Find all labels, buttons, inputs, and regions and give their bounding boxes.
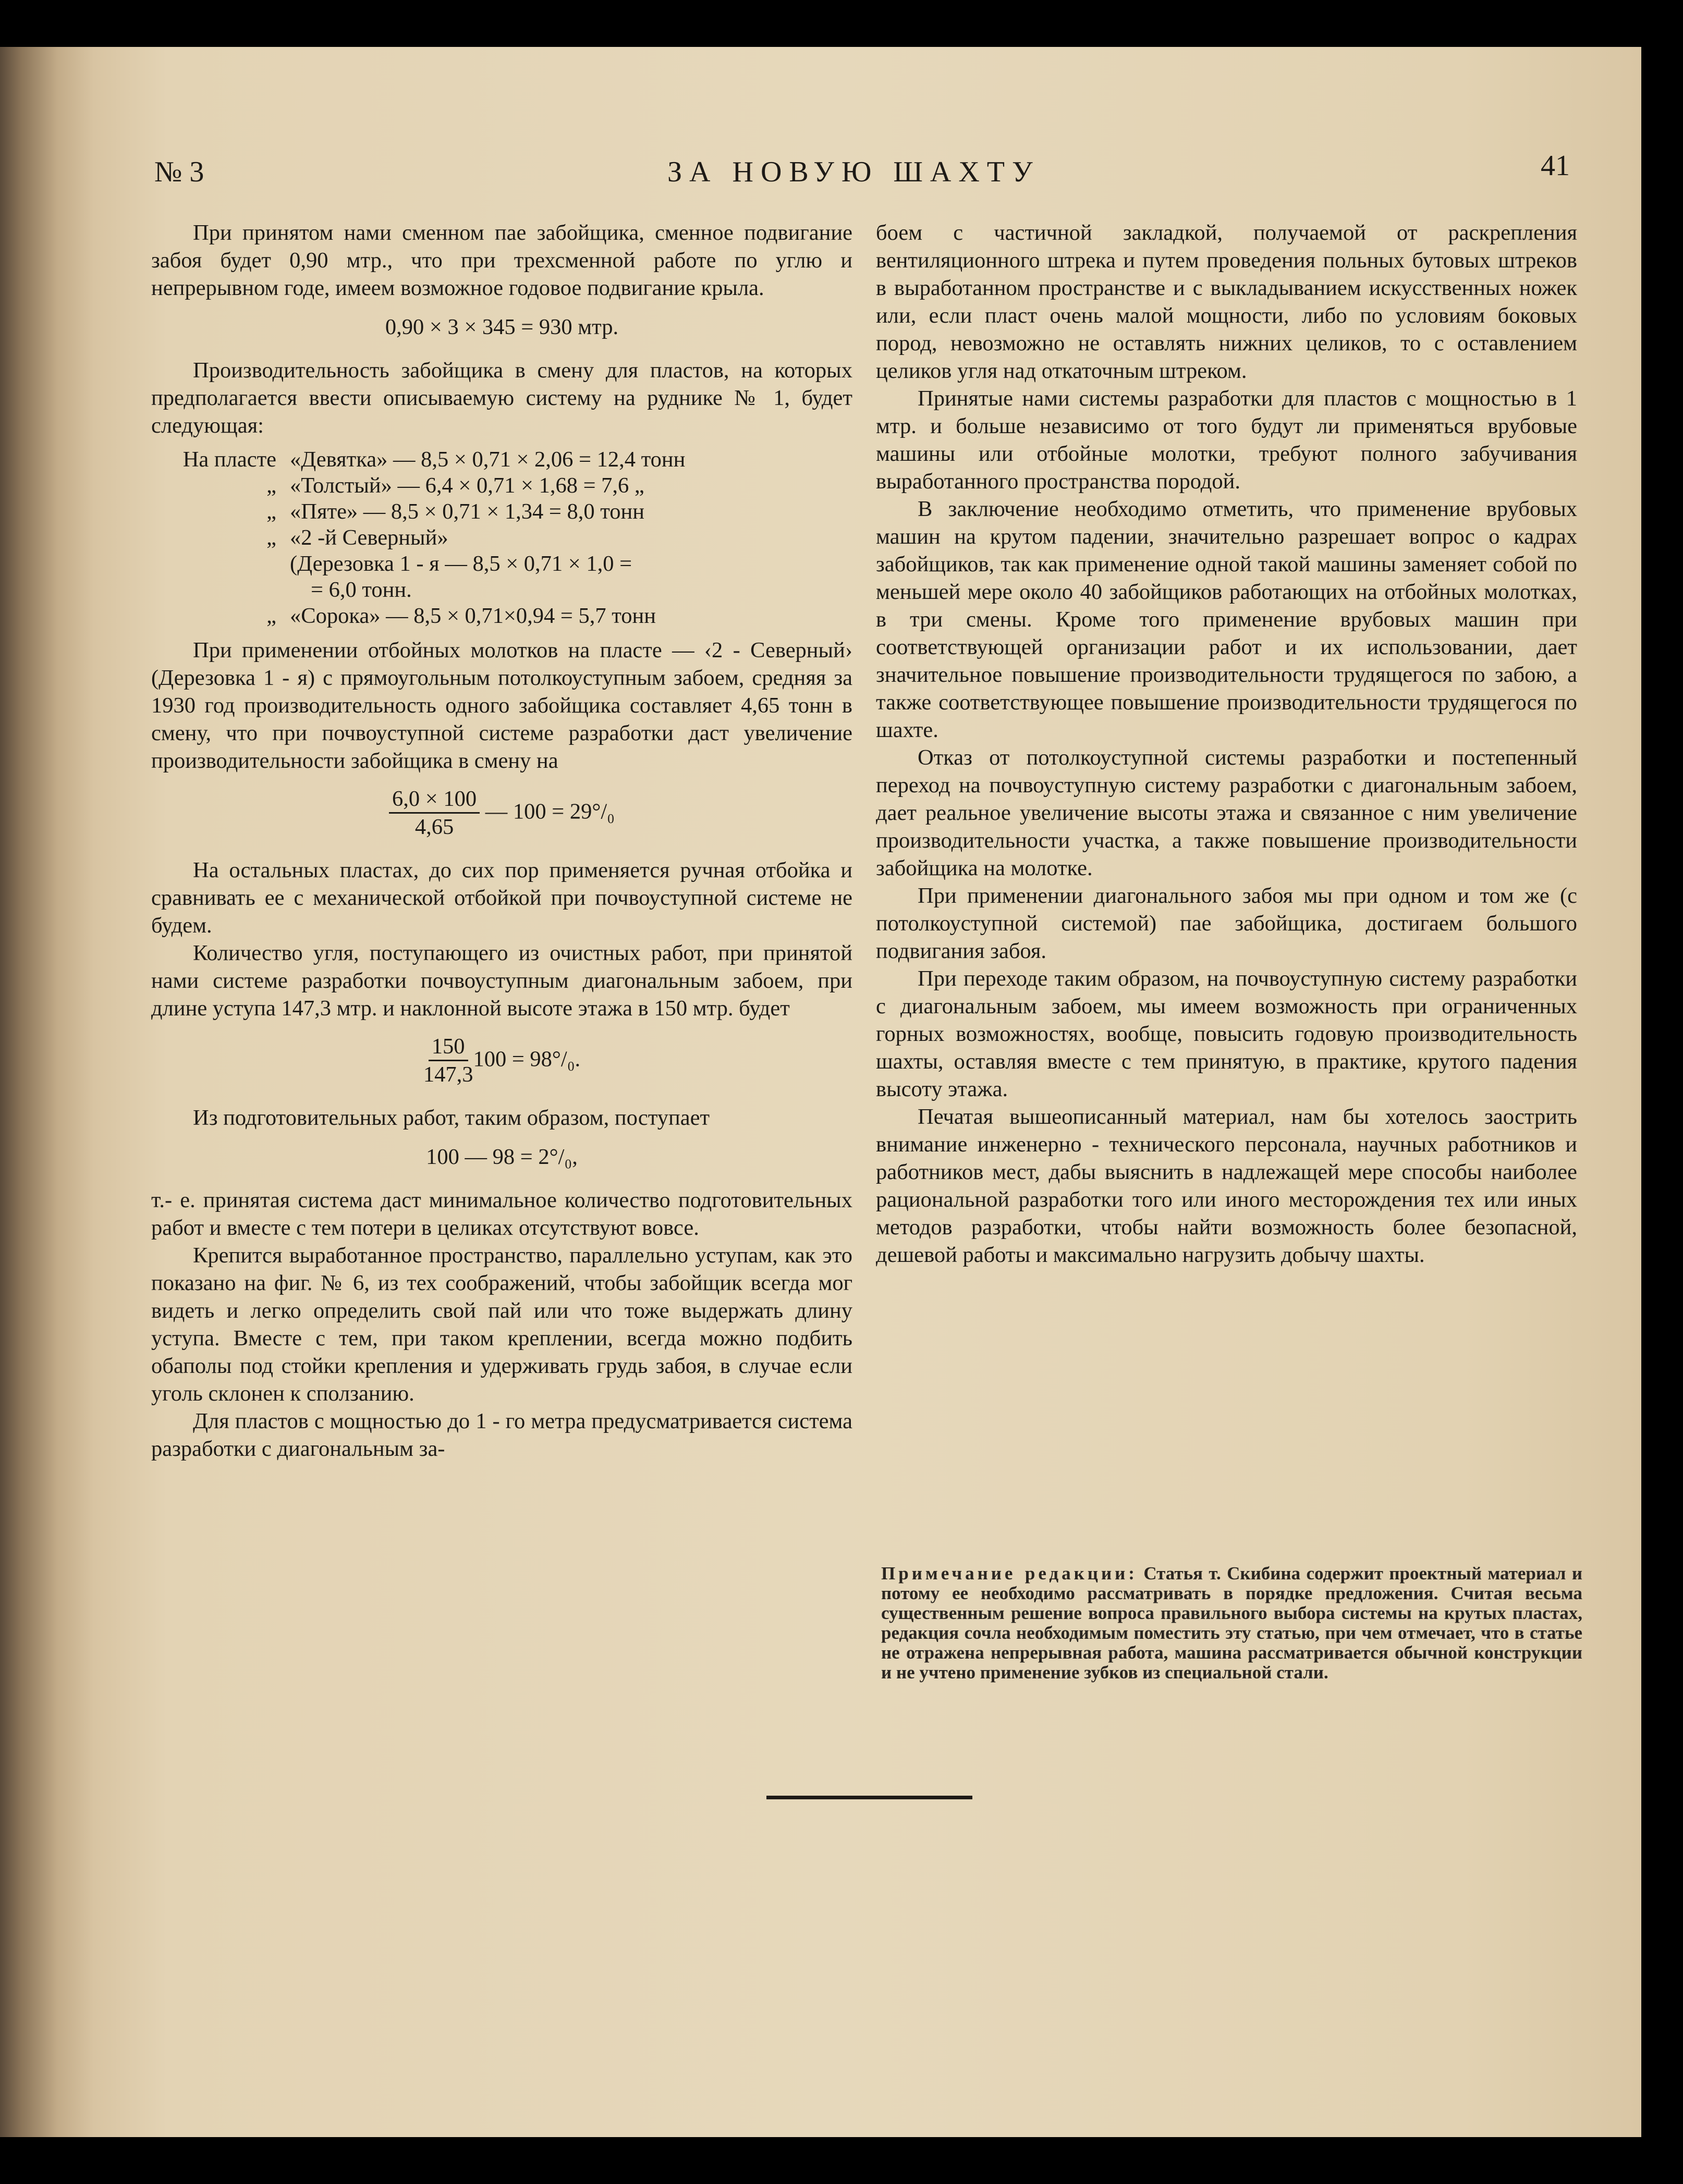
- list-text: = 6,0 тонн.: [311, 578, 412, 602]
- list-text: «Пяте» — 8,5 × 0,71 × 1,34 = 8,0 тонн: [290, 499, 644, 524]
- list-lead: [151, 551, 290, 577]
- end-rule: [766, 1796, 972, 1799]
- list-lead: „: [266, 604, 276, 628]
- editorial-note: [881, 1564, 1582, 1683]
- list-text: «Толстый» — 6,4 × 0,71 × 1,68 = 7,6 „: [290, 473, 644, 498]
- issue-number: № 3: [154, 156, 204, 188]
- list-lead: На пласте: [182, 447, 276, 472]
- paragraph: При применении диагонального забоя мы при одном и том же (с потолкоуступной системой) пае забойщика, достигаем большого подвигания забоя.: [876, 884, 1577, 963]
- paragraph: При принятом нами сменном пае забойщика, сменное подвигание забоя будет 0,90 мтр., что при трехсменной работе по углю и непрерывном годе, имеем возможное годовое подвигание крыла.: [151, 220, 852, 300]
- list-item: [151, 525, 852, 551]
- left-column: [151, 219, 852, 1463]
- list-lead: [151, 577, 290, 603]
- list-item: [151, 603, 852, 629]
- fraction-numerator: 6,0 × 100: [389, 786, 480, 814]
- list-text: «Девятка» — 8,5 × 0,71 × 2,06 = 12,4 тонн: [290, 447, 686, 472]
- list-item: [151, 577, 852, 603]
- note-text: Статья т. Скибина содержит проектный материал и потому ее необходимо рассматривать в порядке предложения. Считая весьма существенным решение вопроса правильного выбора системы на крутых пластах, редакция сочла необходимым поместить эту статью, при чем отмечает, что в статье не отражена непрерывная работа, машина рассматривается обычной конструкции и не учтено применение зубков из специальной стали.: [881, 1563, 1582, 1683]
- formula-rest: — 100 = 29°/₀: [485, 799, 615, 824]
- list-lead: „: [266, 473, 276, 498]
- paragraph: боем с частичной закладкой, получаемой от раскрепления вентиляционного штрека и путем проведения польных бутовых штреков в выработанном пространстве и с выкладыванием искусственных ножек или, если пласт очень малой мощности, либо по условиям боковых пород, невозможно не оставлять нижних целиков, то с оставлением целиков угля над откаточным штреком.: [876, 220, 1577, 383]
- formula-preparatory: 100 — 98 = 2°/₀,: [426, 1145, 578, 1169]
- fraction-denominator: 4,65: [414, 815, 454, 839]
- paragraph: Крепится выработанное пространство, параллельно уступам, как это показано на фиг. № 6, из тех соображений, чтобы забойщик всегда мог видеть и легко определить свой пай или что тоже выдержать длину уступа. Вместе с тем, при таком креплении, всегда можно подбить обаполы под стойки крепления и удерживать грудь забоя, в случае если уголь склонен к сползанию.: [151, 1243, 852, 1406]
- paragraph: При применении отбойных молотков на пласте — ‹2 - Северный› (Дерезовка 1 - я) с прямоугольным потолкоуступным забоем, средняя за 1930 год производительность одного забойщика составляет 4,65 тонн в смену, что при почвоуступной системе разработки даст увеличение производительности забойщика в смену на: [151, 638, 852, 773]
- formula-annual-advance: 0,90 × 3 × 345 = 930 мтр.: [385, 315, 619, 339]
- formula-rest: 100 = 98°/₀.: [473, 1047, 581, 1072]
- list-item: [151, 447, 852, 473]
- page-header: [0, 150, 1641, 207]
- list-text: «2 -й Северный»: [290, 525, 448, 550]
- paragraph: Отказ от потолкоуступной системы разработки и постепенный переход на почвоуступную систему разработки с диагональным забоем, дает реальное увеличение высоты этажа и связанное с ним увеличение производительности участка, а также повышение производительности забойщика на молотке.: [876, 745, 1577, 880]
- paragraph: т.- е. принятая система даст минимальное количество подготовительных работ и вместе с тем потери в целиках отсутствуют вовсе.: [151, 1188, 852, 1240]
- fraction: [389, 786, 480, 841]
- formula-productivity-increase: [151, 786, 852, 841]
- paragraph: При переходе таким образом, на почвоуступную систему разработки с диагональным забоем, мы имеем возможность при ограниченных горных возможностях, вообще, повысить годовую производительность шахты, оставляя вместе с тем принятую, в практике, крутого падения высоту этажа.: [876, 966, 1577, 1101]
- journal-page: [0, 47, 1641, 2137]
- list-lead: „: [266, 499, 276, 524]
- formula-coal-output: [151, 1034, 852, 1088]
- list-item: [151, 499, 852, 525]
- note-lead: Примечание редакции:: [881, 1563, 1138, 1584]
- list-text: (Дерезовка 1 - я — 8,5 × 0,71 × 1,0 =: [290, 551, 632, 576]
- paragraph: Печатая вышеописанный материал, нам бы хотелось заострить внимание инженерно - технического персонала, научных работников и работников мест, дабы выяснить в надлежащей мере способы наиболее рациональной разработки того или иного месторождения тех или иных методов разработки, чтобы найти возможность более безопасной, дешевой работы и максимально нагрузить добычу шахты.: [876, 1105, 1577, 1267]
- fraction: [423, 1034, 473, 1088]
- productivity-list: [151, 447, 852, 629]
- paragraph: Для пластов с мощностью до 1 - го метра предусматривается система разработки с диагональным за-: [151, 1409, 852, 1461]
- fraction-numerator: 150: [429, 1034, 468, 1061]
- list-item: [151, 551, 852, 577]
- page-number: 41: [1541, 150, 1570, 182]
- paragraph: Количество угля, поступающего из очистных работ, при принятой нами системе разработки почвоуступным диагональным забоем, при длине уступа 147,3 мтр. и наклонной высоте этажа в 150 мтр. будет: [151, 941, 852, 1021]
- fraction-denominator: 147,3: [423, 1062, 473, 1087]
- list-item: [151, 473, 852, 499]
- paragraph: Принятые нами системы разработки для пластов с мощностью в 1 мтр. и больше независимо от того будут ли применяться врубовые машины или отбойные молотки, требуют полного забучивания выработанного пространства породой.: [876, 386, 1577, 494]
- journal-title: ЗА НОВУЮ ШАХТУ: [667, 156, 1040, 188]
- paragraph: В заключение необходимо отметить, что применение врубовых машин на крутом падении, значительно разрешает вопрос о кадрах забойщиков, так как применение одной такой машины заменяет собой по меньшей мере около 40 забойщиков работающих на отбойных молотках, в три смены. Кроме того применение врубовых машин при соответствующей организации работ и их использовании, дает значительное повышение производительности трудящегося по забою, а также соответствующее повышение производительности трудящегося по шахте.: [876, 497, 1577, 742]
- list-lead: „: [266, 525, 276, 550]
- right-column: [876, 219, 1577, 1269]
- paragraph: На остальных пластах, до сих пор применяется ручная отбойка и сравнивать ее с механической отбойкой при почвоуступной системе не будем.: [151, 858, 852, 938]
- list-text: «Сорока» — 8,5 × 0,71×0,94 = 5,7 тонн: [290, 604, 656, 628]
- paragraph: Производительность забойщика в смену для пластов, на которых предполагается ввести описываемую систему на руднике № 1, будет следующая:: [151, 358, 852, 438]
- paragraph: Из подготовительных работ, таким образом, поступает: [193, 1106, 710, 1130]
